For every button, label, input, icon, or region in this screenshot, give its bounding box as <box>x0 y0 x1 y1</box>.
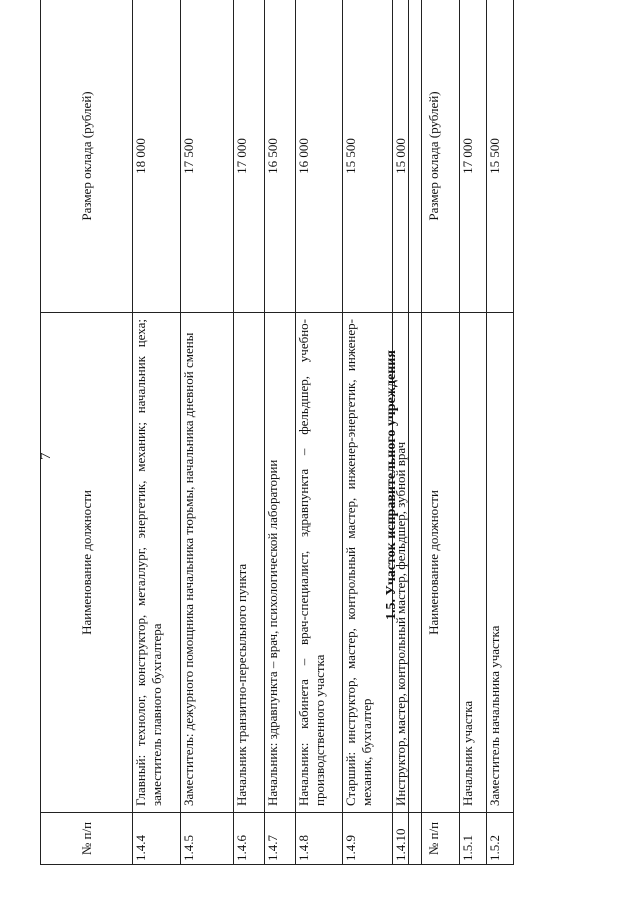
row-position-name: Начальник: кабинета – врач-специалист, здравпункта – фельдшер, учебно-производственного участка <box>296 313 343 813</box>
table-row <box>133 0 181 865</box>
header-number: № п/п <box>41 813 133 865</box>
row-salary: 16 000 <box>296 0 343 313</box>
row-salary: 15 500 <box>343 0 393 313</box>
table-row <box>234 0 265 865</box>
row-number: 1.4.4 <box>133 813 181 865</box>
row-position-name: Начальник участка <box>460 313 487 813</box>
header-position-name: Наименование должности <box>41 313 133 813</box>
salary-table-1-4 <box>40 0 422 865</box>
table-row <box>460 0 487 865</box>
row-salary: 15 000 <box>393 0 422 313</box>
row-salary: 17 000 <box>460 0 487 313</box>
row-number: 1.5.2 <box>487 813 514 865</box>
table-header-row <box>409 0 460 865</box>
row-salary: 15 500 <box>487 0 514 313</box>
row-position-name: Заместитель начальника участка <box>487 313 514 813</box>
table-header-row <box>41 0 133 865</box>
section-title: 1.5. Участок исправительного учреждения <box>384 350 399 620</box>
row-number: 1.4.5 <box>181 813 234 865</box>
row-position-name: Заместитель: дежурного помощника начальника тюрьмы, начальника дневной смены <box>181 313 234 813</box>
row-position-name: Начальник: здравпункта – врач, психологической лаборатории <box>265 313 296 813</box>
row-number: 1.4.10 <box>393 813 422 865</box>
header-salary: Размер оклада (рублей) <box>409 0 460 313</box>
header-salary: Размер оклада (рублей) <box>41 0 133 313</box>
row-number: 1.4.6 <box>234 813 265 865</box>
table-row <box>296 0 343 865</box>
header-position-name: Наименование должности <box>409 313 460 813</box>
header-number: № п/п <box>409 813 460 865</box>
salary-table-1-5 <box>408 0 514 865</box>
row-number: 1.4.7 <box>265 813 296 865</box>
table-row <box>181 0 234 865</box>
row-salary: 16 500 <box>265 0 296 313</box>
row-salary: 17 500 <box>181 0 234 313</box>
table-row <box>265 0 296 865</box>
row-salary: 17 000 <box>234 0 265 313</box>
row-position-name: Старший: инструктор, мастер, контрольный мастер, инженер-энергетик, инженер-механик, бухгалтер <box>343 313 393 813</box>
row-number: 1.4.9 <box>343 813 393 865</box>
row-salary: 18 000 <box>133 0 181 313</box>
row-position-name: Начальник транзитно-пересыльного пункта <box>234 313 265 813</box>
table-row <box>487 0 514 865</box>
row-number: 1.4.8 <box>296 813 343 865</box>
row-position-name: Главный: технолог, конструктор, металлург, энергетик, механик; начальник цеха; заместитель главного бухгалтера <box>133 313 181 813</box>
row-number: 1.5.1 <box>460 813 487 865</box>
row-position-name: Инструктор, мастер, контрольный мастер, фельдшер, зубной врач <box>393 313 422 813</box>
page-number: 7 <box>38 452 54 460</box>
